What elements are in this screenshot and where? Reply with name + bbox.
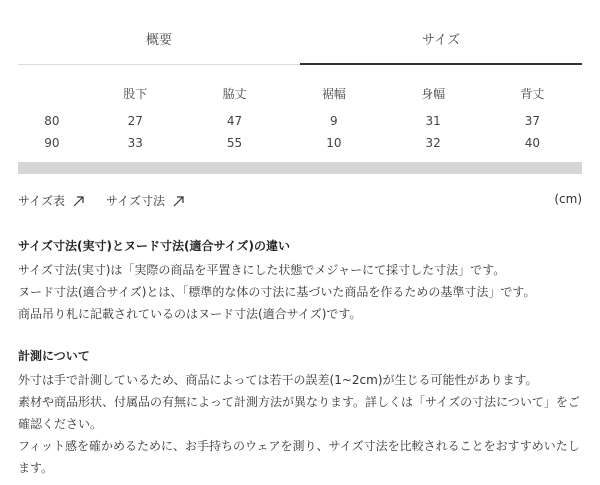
table-header-cell: 脇丈 [222,86,247,101]
table-header-cell: 股下 [123,86,148,101]
table-cell: 55 [226,136,243,150]
section-text-line: 商品吊り札に記載されているのはヌード寸法(適合サイズ)です。 [18,307,362,321]
table-cell: 47 [226,114,243,128]
table-cell: 37 [524,114,540,128]
table-cell: 31 [425,114,441,128]
table-header-row [18,82,582,104]
section-text-line: 素材や商品形状、付属品の有無によって計測方法が異なります。詳しくは「サイズの寸法について」をご確認ください。 [18,395,580,431]
size-measure-link[interactable] [106,192,184,209]
horizontal-scrollbar[interactable] [18,162,582,174]
size-chart-link[interactable] [18,192,84,209]
table-cell: 40 [524,136,540,150]
table-header-cell [18,82,86,104]
size-table [18,82,582,154]
size-measure-link-label: サイズ寸法 [106,194,166,208]
measurement-section [18,345,582,479]
table-header-cell: 背丈 [520,86,545,101]
section-text-line: フィット感を確かめるために、お手持ちのウェアを測り、サイズ寸法を比較されることをおすすめいたします。 [18,439,580,475]
tab-overview[interactable]: 概要 [145,33,172,48]
size-chart-link-label: サイズ表 [18,194,66,208]
table-row [18,132,582,154]
tab-size[interactable]: サイズ [300,22,582,65]
table-cell: 27 [127,114,143,128]
section-title: 計測について [18,349,90,363]
table-header-cell: 身幅 [421,86,446,101]
table-cell: 10 [326,136,342,150]
table-cell-size: 80 [44,114,60,128]
table-cell: 32 [425,136,441,150]
external-arrow-icon [173,196,184,207]
table-cell: 9 [330,114,338,128]
table-cell-size: 90 [44,136,60,150]
section-text-line: ヌード寸法(適合サイズ)とは、「標準的な体の寸法に基づいた商品を作るための基準寸法」です。 [18,285,536,299]
size-difference-section [18,235,582,325]
section-text-line: サイズ寸法(実寸)は「実際の商品を平置きにした状態でメジャーにて採寸した寸法」です。 [18,263,506,277]
size-links [18,192,582,210]
table-header-cell: 裾幅 [321,86,346,101]
tab-bar [18,22,582,65]
table-row [18,104,582,132]
unit-label: (cm) [554,192,582,206]
section-title: サイズ寸法(実寸)とヌード寸法(適合サイズ)の違い [18,239,291,253]
table-cell: 33 [127,136,143,150]
section-text-line: 外寸は手で計測しているため、商品によっては若干の誤差(1~2cm)が生じる可能性があります。 [18,373,538,387]
external-arrow-icon [73,196,84,207]
